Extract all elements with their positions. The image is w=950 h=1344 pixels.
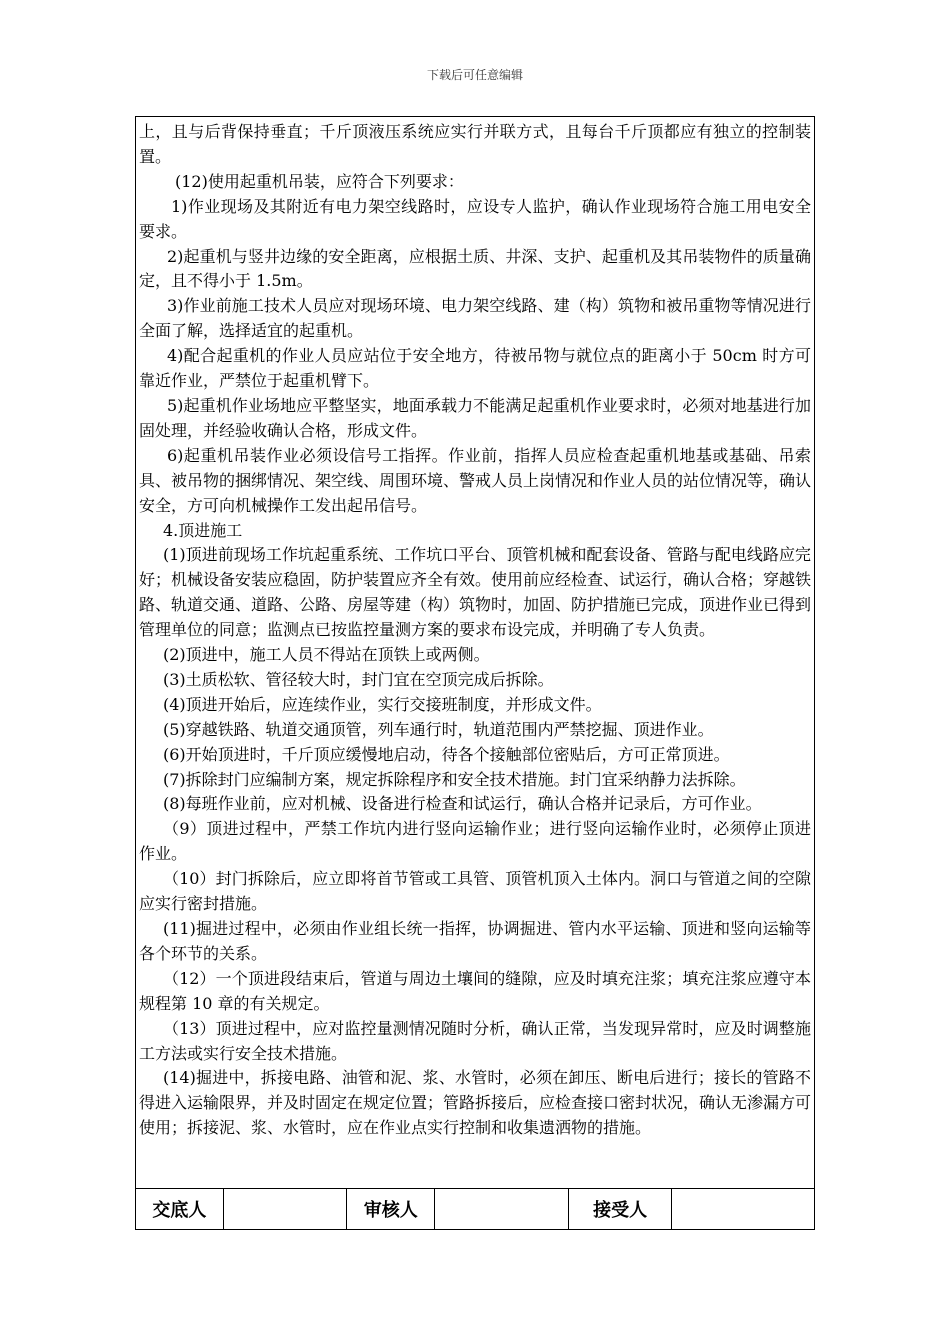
paragraph: (3)土质松软、管径较大时，封门宜在空顶完成后拆除。 xyxy=(163,669,554,689)
paragraph: 6)起重机吊装作业必须设信号工指挥。作业前，指挥人员应检查起重机地基或基础、吊索具、被吊物的捆绑情况、架空线、周围环境、警戒人员上岗情况和作业人员的站位情况等，确认安全，方可向机械操作工发出起吊信号。 xyxy=(139,445,812,515)
paragraph: （10）封门拆除后，应立即将首节管或工具管、顶管机顶入土体内。洞口与管道之间的空隙应实行密封措施。 xyxy=(139,869,811,914)
paragraph: （13）顶进过程中，应对监控量测情况随时分析，确认正常，当发现异常时，应及时调整施工方法或实行安全技术措施。 xyxy=(139,1018,811,1063)
paragraph: 4)配合起重机的作业人员应站位于安全地方，待被吊物与就位点的距离小于 50cm 时方可靠近作业，严禁位于起重机臂下。 xyxy=(139,346,811,391)
paragraph: (1)顶进前现场工作坑起重系统、工作坑口平台、顶管机械和配套设备、管路与配电线路应完好；机械设备安装应稳固，防护装置应齐全有效。使用前应经检查、试运行，确认合格；穿越铁路、轨道交通、道路、公路、房屋等建（构）筑物时，加固、防护措施已完成，顶进作业已得到管理单位的同意；监测点已按监控量测方案的要求布设完成，并明确了专人负责。 xyxy=(139,545,812,640)
paragraph: (4)顶进开始后，应连续作业，实行交接班制度，并形成文件。 xyxy=(163,694,602,714)
content-body xyxy=(139,120,811,1141)
paragraph: (12)使用起重机吊装，应符合下列要求： xyxy=(175,171,464,191)
paragraph: 上，且与后背保持垂直；千斤顶液压系统应实行并联方式，且每台千斤顶都应有独立的控制装置。 xyxy=(139,122,811,166)
receiver-label: 接受人 xyxy=(569,1189,673,1229)
paragraph: (2)顶进中，施工人员不得站在顶铁上或两侧。 xyxy=(163,645,490,665)
handover-person-field[interactable] xyxy=(224,1189,348,1229)
reviewer-label: 审核人 xyxy=(347,1189,435,1229)
paragraph: (6)开始顶进时，千斤顶应缓慢地启动，待各个接触部位密贴后，方可正常顶进。 xyxy=(163,744,730,764)
page-header: 下载后可任意编辑 xyxy=(426,68,523,82)
reviewer-field[interactable] xyxy=(435,1189,569,1229)
paragraph: （12）一个顶进段结束后，管道与周边土壤间的缝隙，应及时填充注浆；填充注浆应遵守本规程第 10 章的有关规定。 xyxy=(139,968,811,1013)
receiver-field[interactable] xyxy=(672,1189,814,1229)
paragraph: 4.顶进施工 xyxy=(163,520,243,540)
paragraph: (8)每班作业前，应对机械、设备进行检查和试运行，确认合格并记录后，方可作业。 xyxy=(163,794,762,814)
paragraph: 5)起重机作业场地应平整坚实，地面承载力不能满足起重机作业要求时，必须对地基进行加固处理，并经验收确认合格，形成文件。 xyxy=(139,395,811,440)
paragraph: (11)掘进过程中，必须由作业组长统一指挥，协调掘进、管内水平运输、顶进和竖向运输等各个环节的关系。 xyxy=(139,919,811,963)
signature-row xyxy=(135,1189,815,1230)
paragraph: (14)掘进中，拆接电路、油管和泥、浆、水管时，必须在卸压、断电后进行；接长的管路不得进入运输限界，并及时固定在规定位置；管路拆接后，应检查接口密封状况，确认无渗漏方可使用；拆接泥、浆、水管时，应在作业点实行控制和收集遗洒物的措施。 xyxy=(139,1068,812,1138)
content-box xyxy=(135,116,815,1189)
paragraph: （9）顶进过程中，严禁工作坑内进行竖向运输作业；进行竖向运输作业时，必须停止顶进作业。 xyxy=(139,819,811,864)
paragraph: 1)作业现场及其附近有电力架空线路时，应设专人监护，确认作业现场符合施工用电安全要求。 xyxy=(139,196,811,241)
paragraph: 2)起重机与竖井边缘的安全距离，应根据土质、井深、支护、起重机及其吊装物件的质量确定，且不得小于 1.5m。 xyxy=(139,246,811,291)
paragraph: (5)穿越铁路、轨道交通顶管，列车通行时，轨道范围内严禁挖掘、顶进作业。 xyxy=(163,719,714,739)
handover-person-label: 交底人 xyxy=(136,1189,224,1229)
paragraph: 3)作业前施工技术人员应对现场环境、电力架空线路、建（构）筑物和被吊重物等情况进行全面了解，选择适宜的起重机。 xyxy=(139,296,811,341)
paragraph: (7)拆除封门应编制方案，规定拆除程序和安全技术措施。封门宜采纳静力法拆除。 xyxy=(163,769,746,789)
